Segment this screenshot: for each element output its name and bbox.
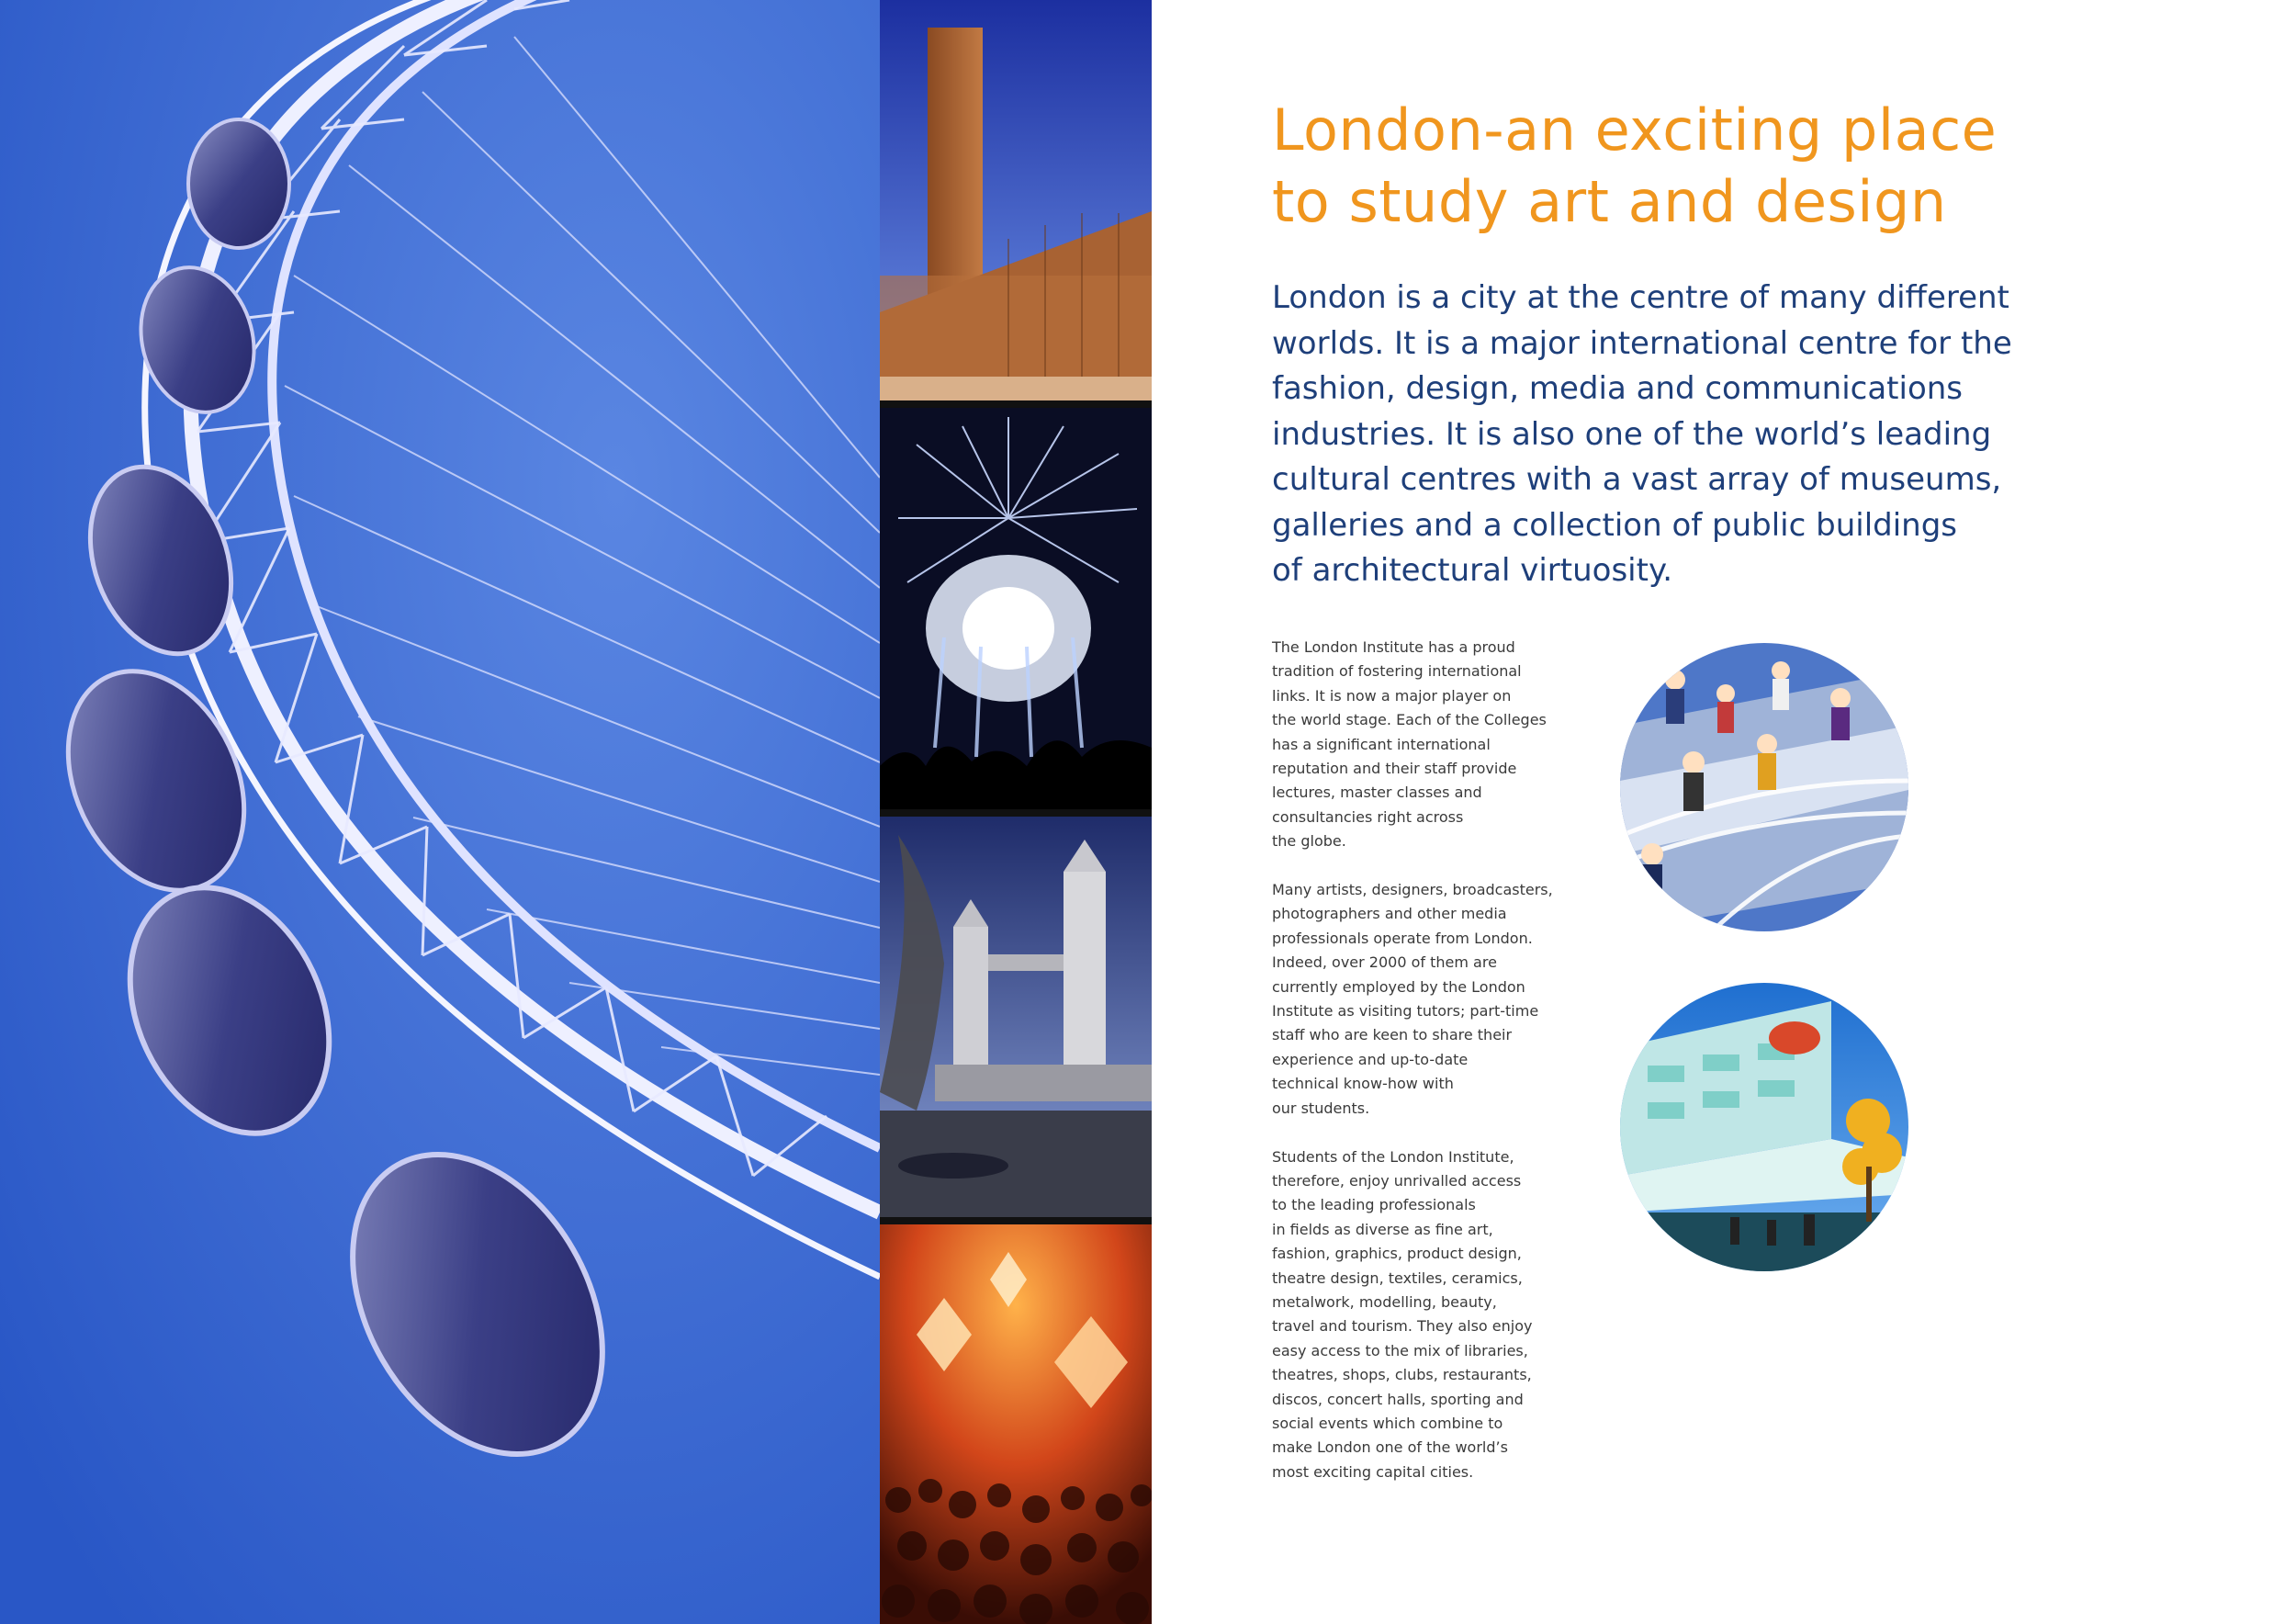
intro-line: London is a city at the centre of many different xyxy=(1272,279,2009,316)
intro-paragraph xyxy=(1272,276,2012,594)
body-line: most exciting capital cities. xyxy=(1272,1462,1474,1481)
millennium-bridge-circle-photo xyxy=(1620,643,1908,931)
london-eye-illustration xyxy=(0,0,880,1624)
intro-line: industries. It is also one of the world’s leading xyxy=(1272,415,1992,453)
intro-line: galleries and a collection of public buildings xyxy=(1272,506,1958,544)
tate-modern-photo xyxy=(880,0,1152,400)
body-line: the world stage. Each of the Colleges xyxy=(1272,711,1547,729)
body-line: has a significant international xyxy=(1272,735,1491,753)
body-line: professionals operate from London. xyxy=(1272,929,1533,947)
intro-line: worlds. It is a major international centre for the xyxy=(1272,324,2012,362)
body-line: discos, concert halls, sporting and xyxy=(1272,1390,1524,1408)
body-line: theatre design, textiles, ceramics, xyxy=(1272,1269,1523,1287)
library-circle-photo xyxy=(1620,983,1908,1271)
body-line: Indeed, over 2000 of them are xyxy=(1272,953,1497,972)
body-line: the globe. xyxy=(1272,832,1346,851)
body-paragraph-3 xyxy=(1272,1145,1575,1485)
body-line: Institute as visiting tutors; part-time xyxy=(1272,1002,1539,1021)
body-line: The London Institute has a proud xyxy=(1272,638,1515,656)
body-line: theatres, shops, clubs, restaurants, xyxy=(1272,1366,1532,1384)
body-line: travel and tourism. They also enjoy xyxy=(1272,1317,1533,1336)
body-paragraph-2 xyxy=(1272,878,1575,1121)
body-paragraph-1 xyxy=(1272,636,1575,854)
body-line: to the leading professionals xyxy=(1272,1196,1476,1214)
body-line: links. It is now a major player on xyxy=(1272,686,1512,705)
headline xyxy=(1272,95,1998,238)
body-line: currently employed by the London xyxy=(1272,977,1525,996)
body-line: consultancies right across xyxy=(1272,807,1464,826)
body-line: metalwork, modelling, beauty, xyxy=(1272,1292,1497,1311)
body-line: make London one of the world’s xyxy=(1272,1438,1508,1457)
body-line: easy access to the mix of libraries, xyxy=(1272,1341,1528,1359)
body-line: photographers and other media xyxy=(1272,905,1507,923)
body-line: technical know-how with xyxy=(1272,1075,1454,1093)
intro-line: of architectural virtuosity. xyxy=(1272,552,1673,589)
intro-line: fashion, design, media and communications xyxy=(1272,370,1964,407)
london-eye-photo xyxy=(0,0,880,1624)
body-line: therefore, enjoy unrivalled access xyxy=(1272,1171,1522,1190)
body-line: reputation and their staff provide xyxy=(1272,760,1517,778)
body-line: experience and up-to-date xyxy=(1272,1050,1469,1068)
body-line: staff who are keen to share their xyxy=(1272,1026,1513,1044)
intro-line: cultural centres with a vast array of museums, xyxy=(1272,461,2002,498)
body-line: our students. xyxy=(1272,1099,1370,1117)
body-line: lectures, master classes and xyxy=(1272,784,1482,802)
headline-line: London-an exciting place xyxy=(1272,96,1998,164)
body-line: fashion, graphics, product design, xyxy=(1272,1245,1522,1263)
body-line: Many artists, designers, broadcasters, xyxy=(1272,881,1553,899)
photo-strip xyxy=(880,0,1152,1624)
club-crowd-photo xyxy=(880,1224,1152,1624)
headline-line: to study art and design xyxy=(1272,168,1947,235)
body-line: Students of the London Institute, xyxy=(1272,1147,1514,1166)
body-line: in fields as diverse as fine art, xyxy=(1272,1220,1493,1238)
fireworks-photo xyxy=(880,408,1152,809)
tower-bridge-photo xyxy=(880,817,1152,1217)
body-line: social events which combine to xyxy=(1272,1414,1503,1432)
body-line: tradition of fostering international xyxy=(1272,662,1522,681)
body-column xyxy=(1272,636,1575,1509)
